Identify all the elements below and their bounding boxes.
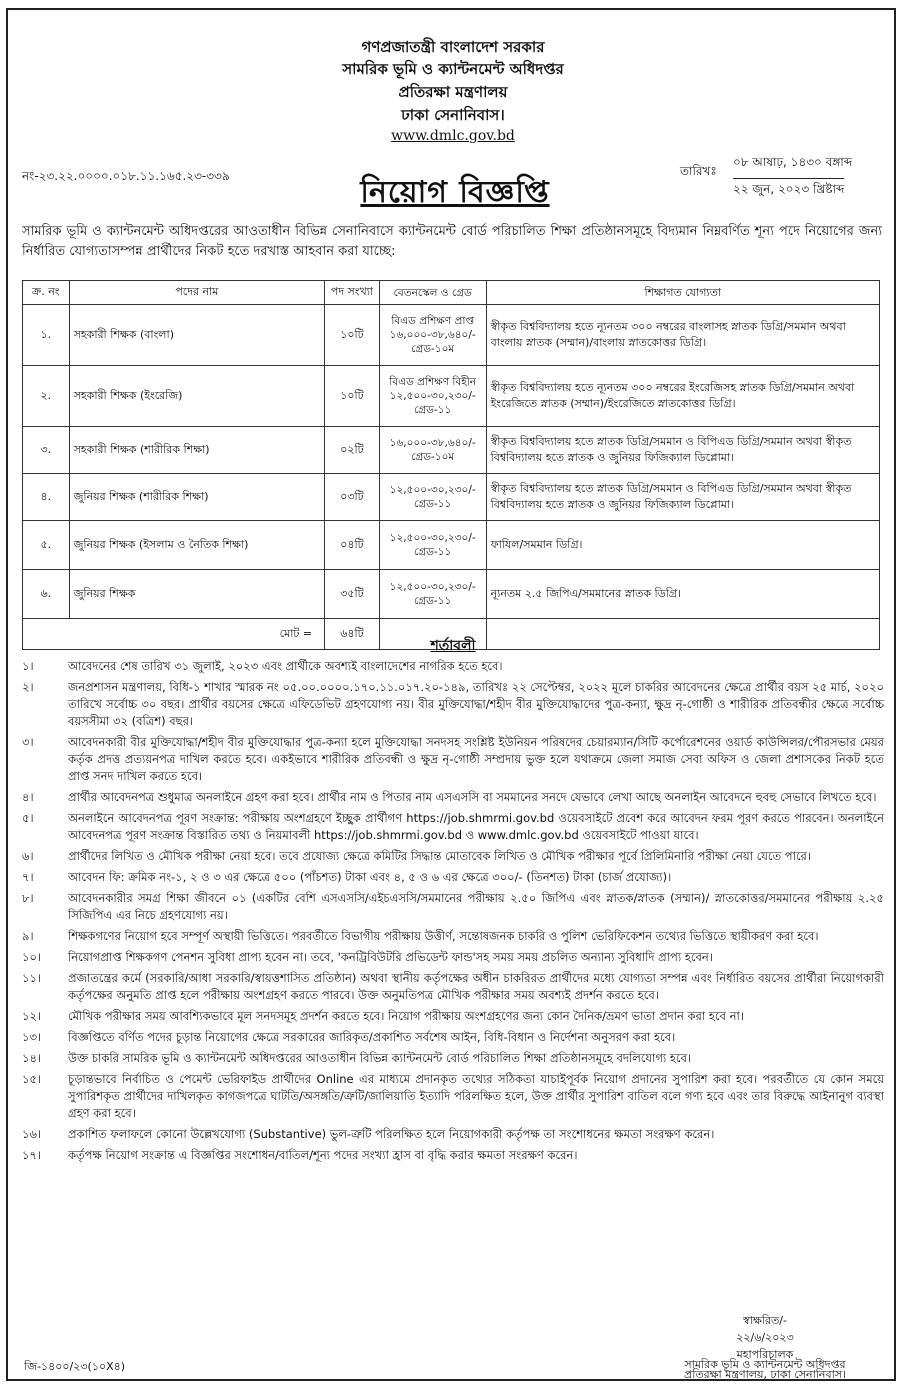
term-item <box>22 848 884 865</box>
cell-post-name: সহকারী শিক্ষক (শারীরিক শিক্ষা) <box>69 427 325 474</box>
term-number: ১৪। <box>22 1051 42 1065</box>
term-number: ১। <box>22 659 34 673</box>
term-number: ১৩। <box>22 1030 42 1044</box>
term-number: ১০। <box>22 950 42 964</box>
cell-post-name: সহকারী শিক্ষক (বাংলা) <box>69 305 325 366</box>
cell-qualification: স্বীকৃত বিশ্ববিদ্যালয় হতে স্নাতক ডিগ্রি/সমমান ও বিপিএড ডিগ্রি/সমমান অথবা স্বীকৃত বিশ্ববিদ্যালয় হতে স্নাতক ও জুনিয়র ফিজিক্যাল ডিপ্লোমা। <box>486 474 879 521</box>
term-number: ৭। <box>22 870 34 884</box>
signature-office: সামরিক ভূমি ও ক্যান্টনমেন্ট অধিদপ্তর <box>684 1358 846 1371</box>
intro-paragraph: সামরিক ভূমি ও ক্যান্টনমেন্ট অধিদপ্তরের আওতাধীন বিভিন্ন সেনানিবাসে ক্যান্টনমেন্ট বোর্ড পরিচালিত শিক্ষা প্রতিষ্ঠানসমূহে বিদ্যমান নিম্নবর্ণিত শূন্য পদে নিয়োগের জন্য নির্ধারিত যোগ্যতাসম্পন্ন প্রার্থীদের নিকট হতে দরখাস্ত আহবান করা যাচ্ছে: <box>22 224 882 259</box>
cell-post-name: জুনিয়র শিক্ষক (ইসলাম ও নৈতিক শিক্ষা) <box>69 521 325 570</box>
signature-ministry: প্রতিরক্ষা মন্ত্রণালয়, ঢাকা সেনানিবাস। <box>683 1368 847 1381</box>
date-label: তারিখঃ <box>680 164 717 178</box>
term-number: ১৫। <box>22 1072 42 1086</box>
table-header-row <box>23 281 880 305</box>
term-number: ৩। <box>22 735 34 749</box>
term-number: ৪। <box>22 790 34 804</box>
header-qualification: শিক্ষাগত যোগ্যতা <box>486 281 879 305</box>
term-number: ৮। <box>22 891 34 905</box>
term-item <box>22 810 884 844</box>
term-text: অনলাইনে আবেদনপত্র পূরণ সংক্রান্ত: পরীক্ষায় অংশগ্রহণে ইচ্ছুক প্রার্থীগণ https://job.shmrmi.gov.bd ওয়েবসাইটে প্রবেশ করে আবেদন ফরম পূরণ করতে পারবেন। অনলাইনে আবেদনপত্র পূরণ সংক্রান্ত বিস্তারিত তথ্য ও নিয়মাবলী https://job.shmrmi.gov.bd ও www.dmlc.gov.bd ওয়েবসাইটে পাওয়া যাবে। <box>68 811 884 842</box>
date-english: ২২ জুন, ২০২৩ খ্রিষ্টাব্দ <box>733 178 844 201</box>
term-number: ১৬। <box>22 1127 42 1141</box>
cell-qualification: স্বীকৃত বিশ্ববিদ্যালয় হতে ন্যূনতম ৩০০ নম্বরের ইংরেজিসহ স্নাতক ডিগ্রি/সমমান অথবা ইংরেজিতে স্নাতক (সম্মান)/ইংরেজিতে স্নাতকোত্তর ডিগ্রি। <box>486 366 879 427</box>
term-item <box>22 890 884 924</box>
term-text: চূড়ান্তভাবে নির্বাচিত ও পেমেন্ট ভেরিফাইড প্রার্থীদের Online এর মাধ্যমে প্রদানকৃত তথ্যের সঠিকতা যাচাইপূর্বক নিয়োগ প্রদানের সুপারিশ করা হবে। পরবর্তীতে যে কোন সময়ে সুপারিশকৃত প্রার্থীদের দাখিলকৃত কাগজপত্রে ঘাটতি/অসঙ্গতি/ত্রুটি/জালিয়াতি ইত্যাদি পরিলক্ষিত হলে, উক্ত প্রার্থীর সুপারিশ বাতিল বলে গণ্য হবে এবং তার বিরুদ্ধে আইনানুগ ব্যবস্থা গ্রহণ করা হবে। <box>68 1072 884 1120</box>
cell-post-name: জুনিয়র শিক্ষক (শারীরিক শিক্ষা) <box>69 474 325 521</box>
table-row <box>23 366 880 427</box>
cell-post-name: সহকারী শিক্ষক (ইংরেজি) <box>69 366 325 427</box>
footer-code: জি-১৪০০/২৩(১০X৪) <box>24 1360 126 1373</box>
cell-qualification: ন্যূনতম ২.৫ জিপিএ/সমমানের স্নাতক ডিগ্রি। <box>486 570 879 619</box>
cell-pay-scale: বিএড প্রশিক্ষণ প্রাপ্ত ১৬,০০০-৩৮,৬৪০/- গ্রেড-১০ম <box>379 305 486 366</box>
term-number: ৬। <box>22 849 34 863</box>
term-item <box>22 949 884 966</box>
location-name: ঢাকা সেনানিবাস। <box>401 106 505 124</box>
page-title: নিয়োগ বিজ্ঞপ্তি <box>360 175 550 210</box>
signature-date: ২২/৬/২০২৩ <box>736 1331 794 1344</box>
header-pay-scale: বেতনস্কেল ও গ্রেড <box>379 281 486 305</box>
term-text: আবেদনকারী বীর মুক্তিযোদ্ধা/শহীদ বীর মুক্তিযোদ্ধার পুত্র-কন্যা হলে মুক্তিযোদ্ধা সনদসহ সংশ্লিষ্ট ইউনিয়ন পরিষদের চেয়ারম্যান/সিটি কর্পোরেশনের ওয়ার্ড কাউন্সিলর/পৌরসভার মেয়র কর্তৃক প্রদত্ত প্রত্যয়নপত্র দাখিল করতে হবে। একইভাবে শারীরিক প্রতিবন্ধী ও ক্ষুদ্র নৃ-গোষ্ঠী সম্প্রদায় ভুক্ত হলে যথাক্রমে জেলা সমাজ সেবা অফিস ও জেলা প্রশাসকের নিকট হতে প্রাপ্ত সনদ দাখিল করতে হবে। <box>68 735 884 783</box>
term-number: ১১। <box>22 971 42 985</box>
cell-pay-scale: ১২,৫০০-৩০,২৩০/- গ্রেড-১১ <box>379 570 486 619</box>
cell-post-count: ৩৫টি <box>325 570 380 619</box>
term-number: ৫। <box>22 811 34 825</box>
term-number: ২। <box>22 680 34 694</box>
table-row <box>23 521 880 570</box>
term-text: প্রজাতন্ত্রের কর্মে (সরকারি/আধা সরকারি/স্বায়ত্তশাসিত প্রতিষ্ঠান) অথবা স্থানীয় কর্তৃপক্ষের অধীন চাকরিরত প্রার্থীদের মধ্যে যোগ্যতা সম্পন্ন এবং নির্ধারিত বয়সের প্রার্থীরা নিয়োগকারী কর্তৃপক্ষের অনুমতি প্রাপ্ত হলে পরীক্ষায় অংশগ্রহণ করতে পারবে। উক্ত অনুমতিপত্র মৌখিক পরীক্ষার সময় অবশ্যই প্রদর্শন করতে হবে। <box>68 971 884 1002</box>
signature-signed: স্বাক্ষরিত/- <box>743 1314 787 1327</box>
cell-serial: ২. <box>23 366 70 427</box>
term-text: উক্ত চাকরি সামরিক ভূমি ও ক্যান্টনমেন্ট অধিদপ্তরের আওতাধীন বিভিন্ন ক্যান্টনমেন্ট বোর্ড পরিচালিত শিক্ষা প্রতিষ্ঠানসমূহে বদলিযোগ্য হবে। <box>68 1051 692 1065</box>
term-text: নিয়োগপ্রাপ্ত শিক্ষকগণ পেনশন সুবিধা প্রাপ্য হবেন না। তবে, 'কনট্রিবিউটরি প্রভিডেন্ট ফান্ড'সহ সময় সময় প্রচলিত অন্যান্য সুবিধাদি প্রাপ্য হবেন। <box>68 950 713 964</box>
cell-pay-scale: ১২,৫০০-৩০,২৩০/- গ্রেড-১১ <box>379 474 486 521</box>
cell-post-count: ১০টি <box>325 366 380 427</box>
cell-post-count: ০৪টি <box>325 521 380 570</box>
term-item <box>22 1126 884 1143</box>
cell-qualification: ফাযিল/সমমান ডিগ্রি। <box>486 521 879 570</box>
cell-serial: ১. <box>23 305 70 366</box>
cell-serial: ৪. <box>23 474 70 521</box>
term-item <box>22 1071 884 1122</box>
term-number: ১২। <box>22 1009 42 1023</box>
header-post-count: পদ সংখ্যা <box>325 281 380 305</box>
govt-name: গণপ্রজাতন্ত্রী বাংলাদেশ সরকার <box>361 38 545 56</box>
website-link[interactable]: www.dmlc.gov.bd <box>391 128 515 144</box>
cell-pay-scale: ১৬,০০০-৩৮,৬৪০/- গ্রেড-১০ম <box>379 427 486 474</box>
term-item <box>22 970 884 1004</box>
ministry-name: প্রতিরক্ষা মন্ত্রণালয় <box>398 83 508 101</box>
term-number: ৯। <box>22 929 34 943</box>
term-item <box>22 658 884 675</box>
term-text: প্রার্থীর আবেদনপত্র শুধুমাত্র অনলাইনে গ্রহণ করা হবে। প্রার্থীর নাম ও পিতার নাম এসএসসি বা সমমানের সনদে যেভাবে লেখা আছে অনলাইন আবেদনে হুবহু সেভাবে লিখতে হবে। <box>68 790 877 804</box>
cell-serial: ৩. <box>23 427 70 474</box>
table-row <box>23 570 880 619</box>
department-name: সামরিক ভূমি ও ক্যান্টনমেন্ট অধিদপ্তর <box>342 60 564 78</box>
cell-qualification: স্বীকৃত বিশ্ববিদ্যালয় হতে স্নাতক ডিগ্রি/সমমান ও বিপিএড ডিগ্রি/সমমান অথবা স্বীকৃত বিশ্ববিদ্যালয় হতে স্নাতক ও জুনিয়র ফিজিক্যাল ডিপ্লোমা। <box>486 427 879 474</box>
term-text: প্রার্থীদের লিখিত ও মৌখিক পরীক্ষা নেয়া হবে। তবে প্রযোজ্য ক্ষেত্রে কমিটির সিদ্ধান্ত মোতাবেক লিখিত ও মৌখিক পরীক্ষার পূর্বে প্রিলিমিনারি পরীক্ষা নেয়া যেতে পারে। <box>68 849 811 863</box>
term-item <box>22 928 884 945</box>
term-item <box>22 679 884 730</box>
total-value: ৬৪টি <box>325 619 380 650</box>
term-text: কর্তৃপক্ষ নিয়োগ সংক্রান্ত এ বিজ্ঞপ্তির সংশোধন/বাতিল/শূন্য পদের সংখ্যা হ্রাস বা বৃদ্ধি করার ক্ষমতা সংরক্ষণ করেন। <box>68 1148 578 1162</box>
table-row <box>23 305 880 366</box>
memo-number: নং-২৩.২২.০০০০.০১৮.১১.১৬৫.২৩-৩৩৯ <box>22 169 230 183</box>
signature-designation: মহাপরিচালক <box>736 1348 794 1361</box>
term-text: জনপ্রশাসন মন্ত্রণালয়, বিধি-১ শাখার স্মারক নং ০৫.০০.০০০০.১৭০.১১.০১৭.২০-১৪৯, তারিখঃ ২২ সেপ্টেম্বর, ২০২২ মূলে চাকরির আবেদনের ক্ষেত্রে প্রার্থীর বয়স ২৫ মার্চ, ২০২০ তারিখে সর্বোচ্চ ৩০ বছর। প্রার্থীর বয়সের ক্ষেত্রে এফিডেভিট গ্রহণযোগ্য নয়। বীর মুক্তিযোদ্ধা/শহীদ বীর মুক্তিযোদ্ধাদের পুত্র-কন্যা, ক্ষুদ্র নৃ-গোষ্ঠী ও শারীরিক প্রতিবন্ধীর ক্ষেত্রে সর্বোচ্চ বয়সসীমা ৩২ (বত্রিশ) বছর। <box>68 680 884 728</box>
cell-serial: ৬. <box>23 570 70 619</box>
term-text: আবেদন ফি: ক্রমিক নং-১, ২ ও ৩ এর ক্ষেত্রে ৫০০ (পাঁচশত) টাকা এবং ৪, ৫ ও ৬ এর ক্ষেত্রে ৩০০/- (তিনশত) টাকা (চার্জ প্রযোজ্য)। <box>68 870 672 884</box>
term-text: মৌখিক পরীক্ষার সময় আবশ্যিকভাবে মূল সনদসমূহ প্রদর্শন করতে হবে। নিয়োগ পরীক্ষায় অংশগ্রহণের জন্য কোন দৈনিক/ভ্রমণ ভাতা প্রদান করা হবে না। <box>68 1009 744 1023</box>
term-text: আবেদনকারীর সমগ্র শিক্ষা জীবনে ০১ (একটির বেশি এসএসসি/এইচএসসি/সমমানের পরীক্ষায় ২.৫০ জিপিএ এবং স্নাতক/স্নাতক (সম্মান)/ স্নাতকোত্তর/সমমানের পরীক্ষায় ২.২৫ সিজিপিএ এর নিচে গ্রহণযোগ্য নয়। <box>68 891 884 922</box>
term-text: প্রকাশিত ফলাফলে কোনো উল্লেখযোগ্য (Substantive) ভুল-ত্রুটি পরিলক্ষিত হলে নিয়োগকারী কর্তৃপক্ষ তা সংশোধনের ক্ষমতা সংরক্ষণ করেন। <box>68 1127 715 1141</box>
term-item <box>22 1029 884 1046</box>
term-text: শিক্ষকগণের নিয়োগ হবে সম্পূর্ণ অস্থায়ী ভিত্তিতে। পরবর্তীতে বিভাগীয় পরীক্ষায় উত্তীর্ণ, সন্তোষজনক চাকরি ও পুলিশ ভেরিফিকেশন তথ্যের ভিত্তিতে স্থায়ীকরণ করা হবে। <box>68 929 819 943</box>
cell-qualification: স্বীকৃত বিশ্ববিদ্যালয় হতে ন্যূনতম ৩০০ নম্বরের বাংলাসহ স্নাতক ডিগ্রি/সমমান অথবা বাংলায় স্নাতক (সম্মান)/বাংলায় স্নাতকোত্তর ডিগ্রি। <box>486 305 879 366</box>
total-label: মোট = <box>23 619 325 650</box>
cell-post-count: ০৩টি <box>325 474 380 521</box>
header-post-name: পদের নাম <box>69 281 325 305</box>
term-number: ১৭। <box>22 1148 42 1162</box>
term-text: বিজ্ঞপ্তিতে বর্ণিত পদের চূড়ান্ত নিয়োগের ক্ষেত্রে সরকারের জারিকৃত/প্রকাশিত সর্বশেষ আইন, বিধি-বিধান ও নির্দেশনা অনুসরণ করা হবে। <box>68 1030 676 1044</box>
cell-post-name: জুনিয়র শিক্ষক <box>69 570 325 619</box>
term-item <box>22 1008 884 1025</box>
table-row <box>23 427 880 474</box>
header-serial: ক্র. নং <box>23 281 70 305</box>
term-item <box>22 1147 884 1164</box>
term-item <box>22 1050 884 1067</box>
cell-post-count: ০২টি <box>325 427 380 474</box>
cell-serial: ৫. <box>23 521 70 570</box>
vacancy-table <box>22 280 880 650</box>
table-row <box>23 474 880 521</box>
term-item <box>22 789 884 806</box>
cell-post-count: ১০টি <box>325 305 380 366</box>
term-item <box>22 869 884 886</box>
term-item <box>22 734 884 785</box>
date-bangla: ০৮ আষাঢ়, ১৪৩০ বঙ্গাব্দ <box>733 155 853 169</box>
cell-pay-scale: বিএড প্রশিক্ষণ বিহীন ১২,৫০০-৩০,২৩০/- গ্রেড-১১ <box>379 366 486 427</box>
terms-heading: শর্তাবলী <box>430 638 476 654</box>
terms-list <box>22 658 884 1168</box>
cell-pay-scale: ১২,৫০০-৩০,২৩০/- গ্রেড-১১ <box>379 521 486 570</box>
term-text: আবেদনের শেষ তারিখ ৩১ জুলাই, ২০২৩ এবং প্রার্থীকে অবশ্যই বাংলাদেশের নাগরিক হতে হবে। <box>68 659 503 673</box>
